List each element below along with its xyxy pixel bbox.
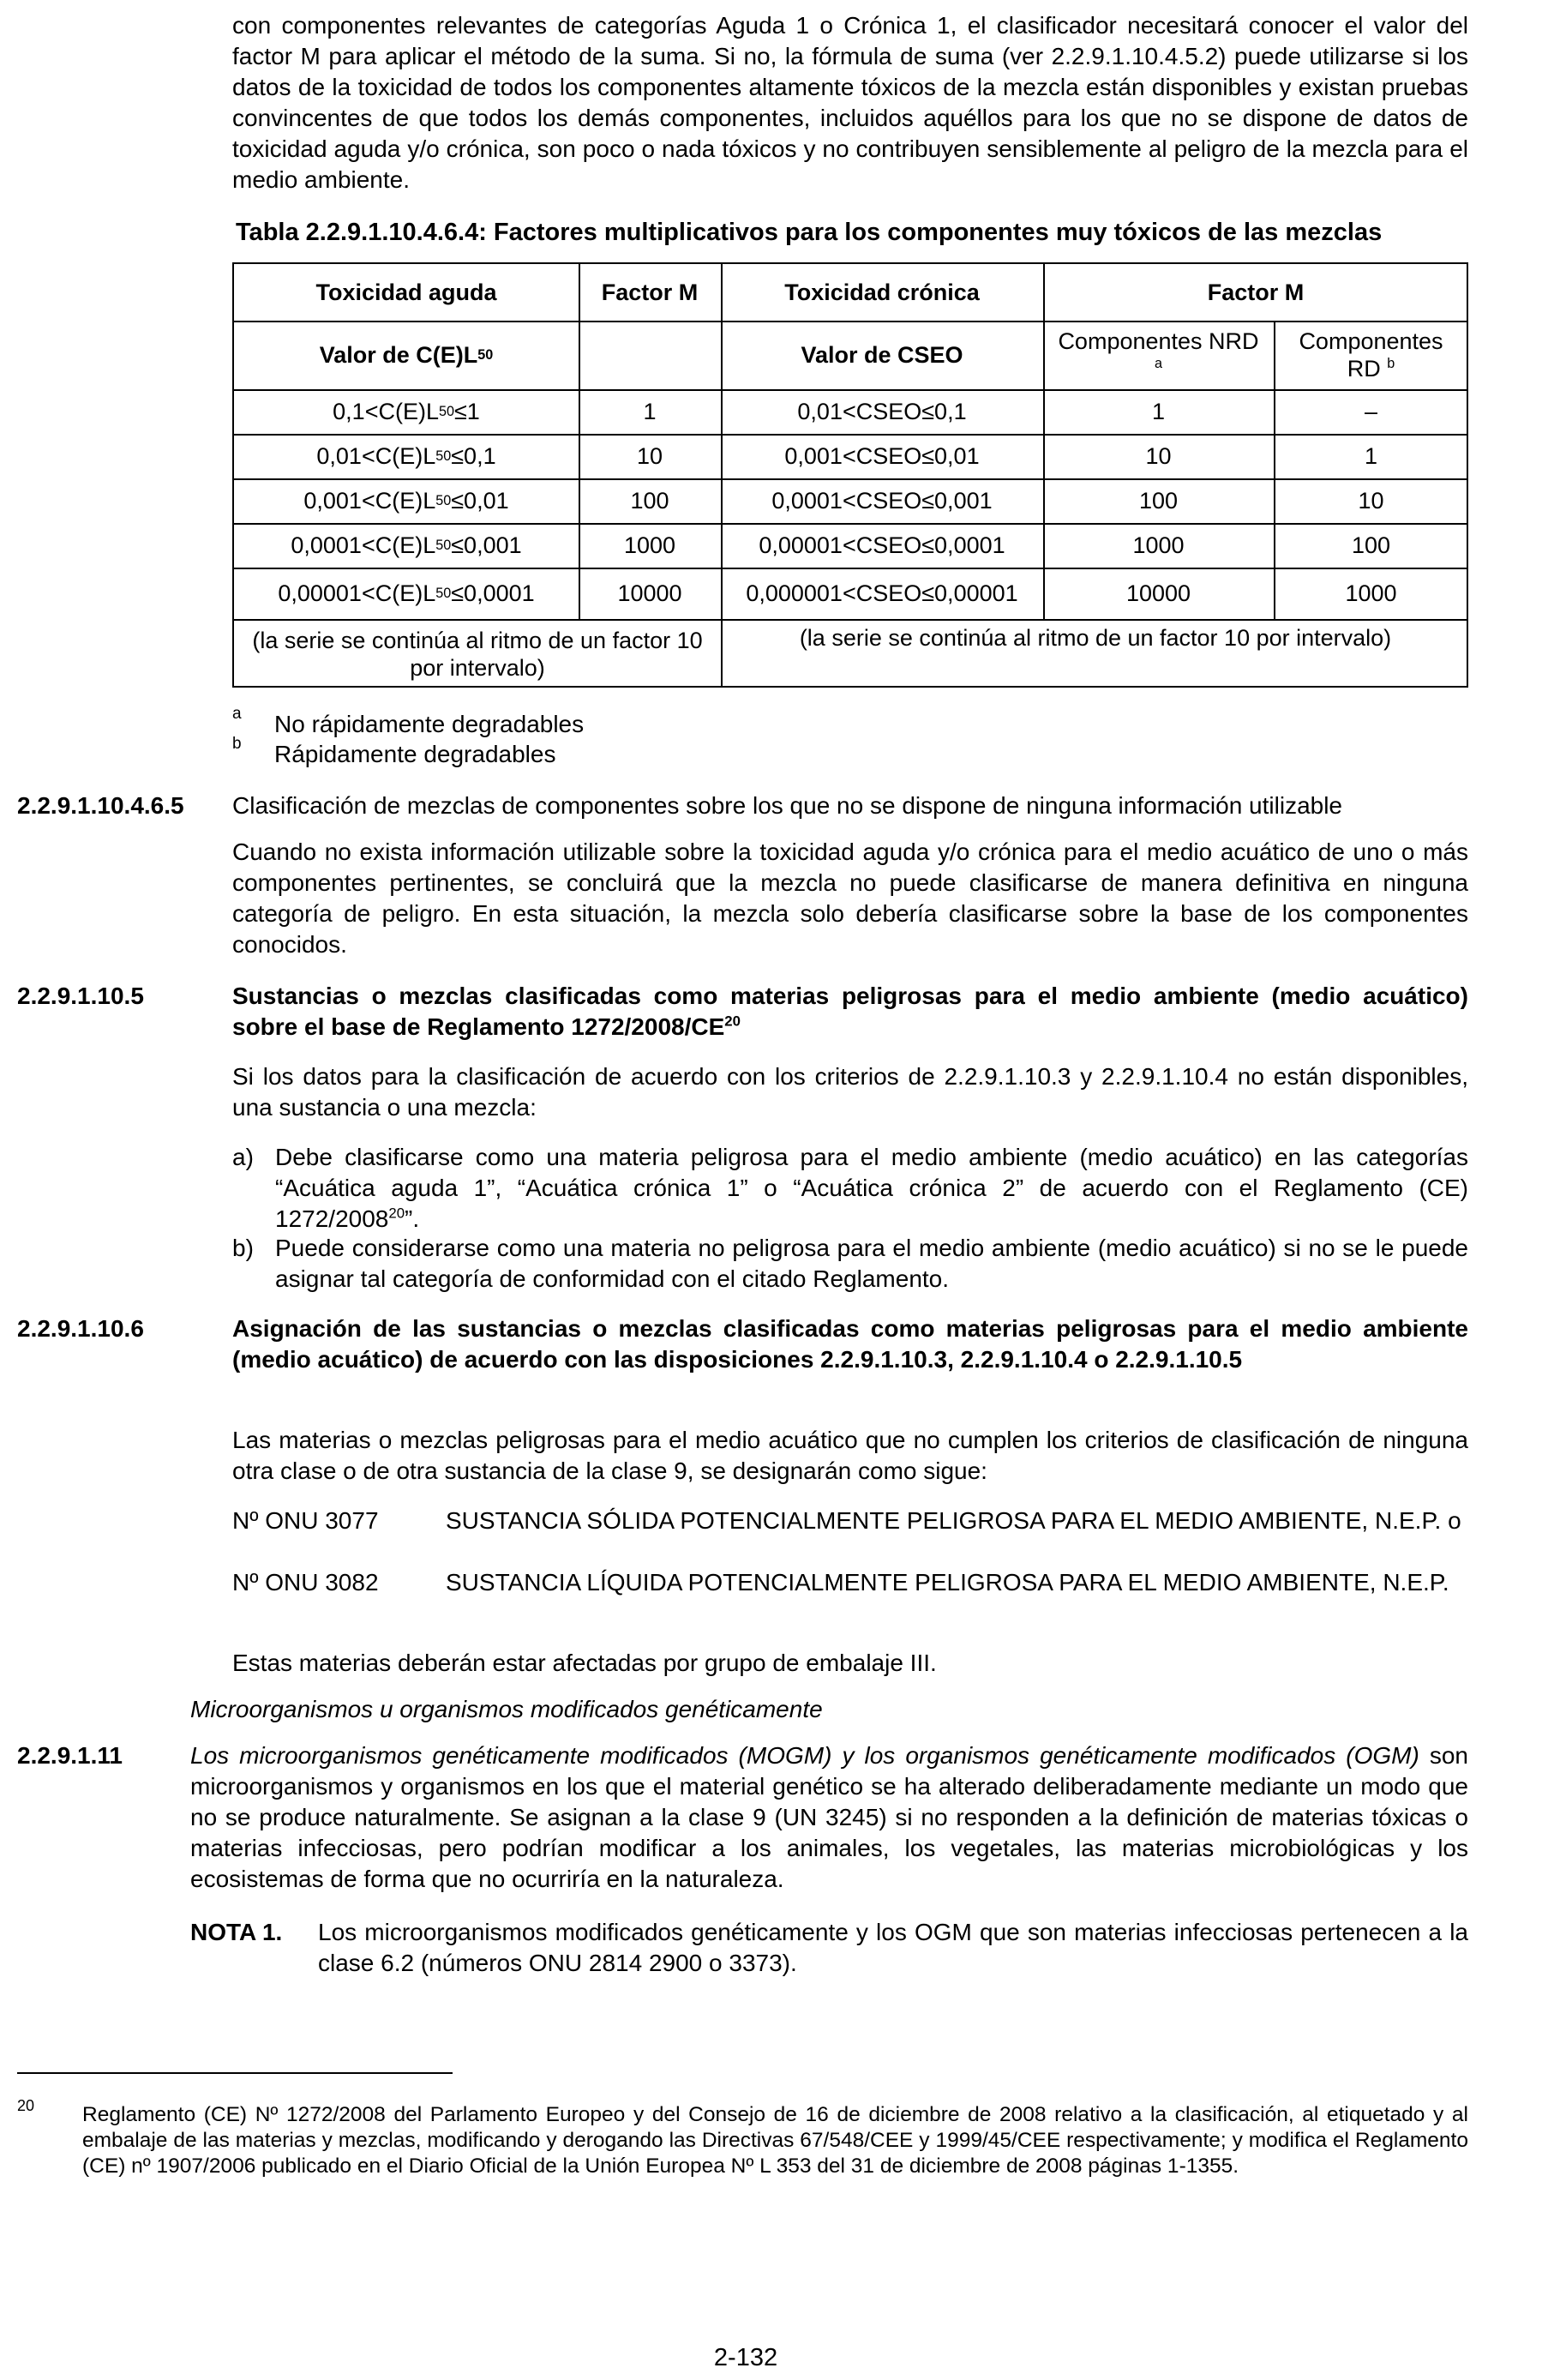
table-cell-chronic: 0,001<CSEO≤0,01	[784, 443, 980, 469]
note-1-text: Los microorganismos modificados genéticamente y los OGM que son materias infecciosas pertenecen a la clase 6.2 (números ONU 2814 2900 o 3373).	[318, 1919, 1468, 1976]
section-intro-10-6: Las materias o mezclas peligrosas para el medio acuático que no cumplen los criterios de clasificación de ninguna otra clase o de otra sustancia de la clase 9, se designarán como sigue:	[232, 1427, 1468, 1484]
table-cell-m1: 10	[636, 443, 663, 469]
header-factor-m-2: Factor M	[1207, 279, 1305, 305]
table-cell-nrd: 10000	[1125, 580, 1191, 606]
header-chronic: Toxicidad crónica	[784, 279, 980, 305]
page-number: 2-132	[713, 2344, 778, 2371]
table-cell-rd: 10	[1358, 488, 1384, 514]
section-body-11: Los microorganismos genéticamente modificados (MOGM) y los organismos genéticamente modificados (OGM) son microorganismos y organismos en los que el material genético se ha alterado deliberadamente mediante un modo que no se produce naturalmente. Se asignan a la clase 9 (UN 3245) si no responden a la definición de materias tóxicas o materias infecciosas, pero podrían modificar a los animales, los vegetales, las materias microbiológicas y los ecosistemas de forma que no ocurriría en la naturaleza.	[190, 1742, 1468, 1892]
footnote-text: Reglamento (CE) Nº 1272/2008 del Parlamento Europeo y del Consejo de 16 de diciembre de 2008 relativo a la clasificación, al etiquetado y al embalaje de las materias y mezclas, modificando y derogando las Directivas 67/548/CEE y 1999/45/CEE respectivamente; y modifica el Reglamento (CE) nº 1907/2006 publicado en el Diario Oficial de la Unión Europea Nº L 353 del 31 de diciembre de 2008 páginas 1-1355.	[82, 2103, 1468, 2178]
table-cell-rd: 1	[1364, 443, 1378, 469]
header-value-cseo: Valor de CSEO	[801, 342, 963, 368]
microorganisms-heading: Microorganismos u organismos modificados genéticamente	[190, 1696, 823, 1722]
un-3082-text: SUSTANCIA LÍQUIDA POTENCIALMENTE PELIGROSA PARA EL MEDIO AMBIENTE, N.E.P.	[446, 1569, 1449, 1596]
table-cell-acute: 0,01<C(E)L 50 ≤0,1	[316, 443, 496, 469]
header-factor-m-1: Factor M	[601, 279, 699, 305]
item-b-text: Puede considerarse como una materia no peligrosa para el medio ambiente (medio acuático) si no se le puede asignar tal categoría de conformidad con el citado Reglamento.	[275, 1235, 1468, 1292]
section-title-4-6-5: Clasificación de mezclas de componentes sobre los que no se dispone de ninguna información utilizable	[232, 792, 1342, 819]
section-number-10-6: 2.2.9.1.10.6	[17, 1315, 144, 1342]
table-cell-chronic: 0,00001<CSEO≤0,0001	[759, 532, 1005, 558]
series-note-left: (la serie se continúa al ritmo de un factor 10 por intervalo)	[252, 628, 703, 681]
table-caption: Tabla 2.2.9.1.10.4.6.4: Factores multiplicativos para los componentes muy tóxicos de las mezclas	[236, 219, 1383, 246]
table-cell-acute: 0,00001<C(E)L 50 ≤0,0001	[278, 580, 535, 606]
section-number-10-5: 2.2.9.1.10.5	[17, 983, 144, 1009]
table-cell-acute: 0,0001<C(E)L 50 ≤0,001	[291, 532, 522, 558]
footnote-separator	[17, 2072, 453, 2074]
table-cell-m1: 1	[643, 399, 657, 424]
footnote-mark: 20	[17, 2097, 35, 2114]
table-cell-m1: 10000	[617, 580, 682, 606]
table-cell-m1: 1000	[623, 532, 676, 558]
table-cell-nrd: 1000	[1132, 532, 1185, 558]
section-closing-10-6: Estas materias deberán estar afectadas por grupo de embalaje III.	[232, 1650, 937, 1676]
table-cell-acute: 0,1<C(E)L 50 ≤1	[333, 399, 480, 424]
section-number-11: 2.2.9.1.11	[17, 1742, 123, 1769]
table-cell-acute: 0,001<C(E)L 50 ≤0,01	[303, 488, 509, 514]
item-b-label: b)	[232, 1235, 254, 1261]
table-cell-chronic: 0,01<CSEO≤0,1	[797, 399, 967, 424]
header-acute: Toxicidad aguda	[315, 279, 497, 305]
table-cell-rd: 100	[1351, 532, 1391, 558]
table-cell-nrd: 100	[1138, 488, 1179, 514]
header-value-cel50: Valor de C(E)L 50	[319, 342, 494, 368]
table-cell-chronic: 0,0001<CSEO≤0,001	[771, 488, 993, 514]
section-intro-10-5: Si los datos para la clasificación de acuerdo con los criterios de 2.2.9.1.10.3 y 2.2.9.1.10.4 no están disponibles, una sustancia o una mezcla:	[232, 1063, 1468, 1121]
table-cell-chronic: 0,000001<CSEO≤0,00001	[746, 580, 1018, 606]
table-cell-rd: –	[1364, 399, 1378, 424]
table-cell-rd: 1000	[1345, 580, 1397, 606]
series-note-right: (la serie se continúa al ritmo de un factor 10 por intervalo)	[799, 625, 1392, 651]
section-title-10-6: Asignación de las sustancias o mezclas clasificadas como materias peligrosas para el medio ambiente (medio acuático) de acuerdo con las disposiciones 2.2.9.1.10.3, 2.2.9.1.10.4 o 2.2.9.1.10.5	[232, 1315, 1468, 1373]
intro-paragraph: con componentes relevantes de categorías Aguda 1 o Crónica 1, el clasificador necesitará conocer el valor del factor M para aplicar el método de la suma. Si no, la fórmula de suma (ver 2.2.9.1.10.4.5.2) puede utilizarse si los datos de la toxicidad de todos los componentes altamente tóxicos de la mezcla están disponibles y existan pruebas convincentes de que todos los demás componentes, incluidos aquéllos para los que no se dispone de datos de toxicidad aguda y/o crónica, son poco o nada tóxicos y no contribuyen sensiblemente al peligro de la mezcla para el medio ambiente.	[232, 12, 1468, 193]
note-1-label: NOTA 1.	[190, 1919, 283, 1945]
item-a-label: a)	[232, 1144, 254, 1170]
section-body-4-6-5: Cuando no exista información utilizable sobre la toxicidad aguda y/o crónica para el medio acuático de uno o más componentes pertinentes, se concluirá que la mezcla no puede clasificarse de manera definitiva en ninguna categoría de peligro. En esta situación, la mezcla solo debería clasificarse sobre la base de los componentes conocidos.	[232, 838, 1468, 958]
header-rd: Componentes RD $^b$	[1299, 328, 1443, 382]
table-cell-m1: 100	[630, 488, 669, 514]
section-number-4-6-5: 2.2.9.1.10.4.6.5	[17, 792, 184, 819]
header-nrd: Componentes NRD $^a$	[1058, 328, 1259, 371]
section-title-10-5: Sustancias o mezclas clasificadas como materias peligrosas para el medio ambiente (medio acuático) sobre el base de Reglamento 1272/2008/CE$^{20}$	[232, 983, 1468, 1040]
un-3077-code: Nº ONU 3077	[232, 1507, 379, 1534]
un-3077-text: SUSTANCIA SÓLIDA POTENCIALMENTE PELIGROSA PARA EL MEDIO AMBIENTE, N.E.P. o	[446, 1507, 1461, 1534]
table-cell-nrd: 1	[1151, 399, 1166, 424]
table-cell-nrd: 10	[1145, 443, 1172, 469]
factor-m-table	[232, 262, 1468, 688]
item-a-text: Debe clasificarse como una materia peligrosa para el medio ambiente (medio acuático) en las categorías “Acuática aguda 1”, “Acuática crónica 1” o “Acuática crónica 2” de acuerdo con el Reglamento (CE) 1272/2008$^{20}$”.	[275, 1144, 1468, 1232]
un-3082-code: Nº ONU 3082	[232, 1569, 379, 1596]
